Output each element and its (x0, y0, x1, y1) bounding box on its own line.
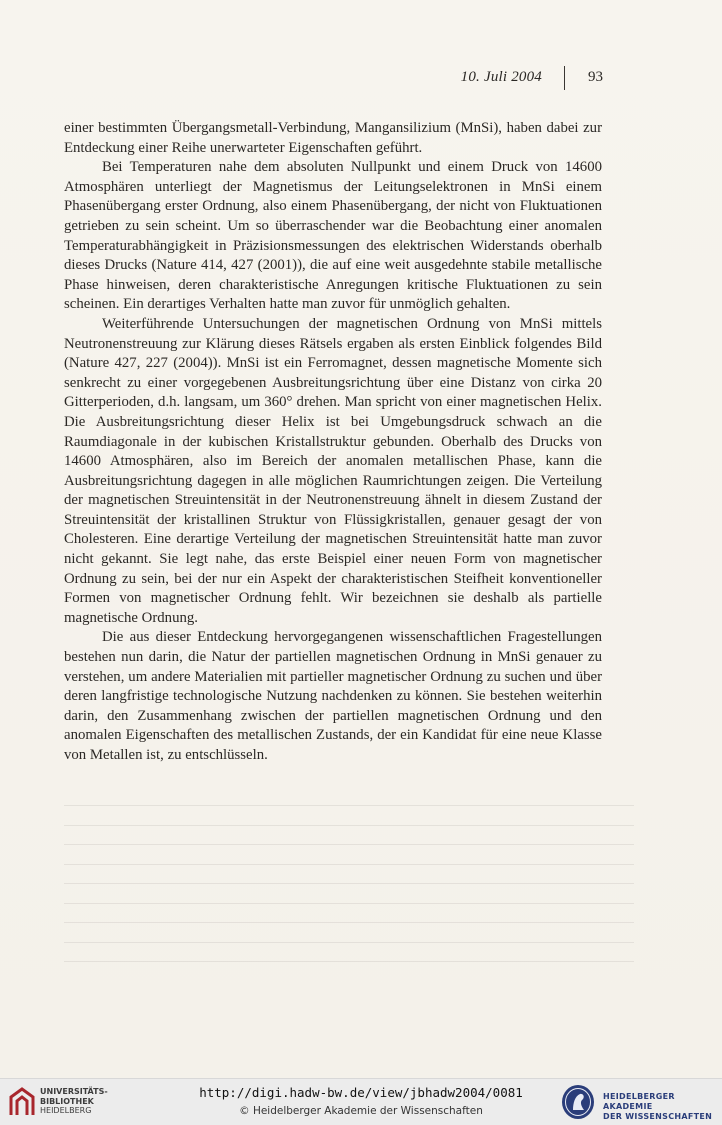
running-header (0, 66, 722, 92)
academy-seal-icon (560, 1083, 596, 1121)
header-date: 10. Juli 2004 (460, 69, 542, 85)
body-text (64, 119, 602, 766)
show-through-texture (64, 805, 634, 990)
academy-name: HEIDELBERGER AKADEMIE DER WISSENSCHAFTEN (603, 1092, 713, 1121)
paragraph-2: Bei Temperaturen nahe dem absoluten Nullpunkt und einem Druck von 14600 Atmosphären unterliegt der Magnetismus der Leitungselektronen in MnSi einem Phasenübergang erster Ordnung, also einem Phasenübergang, der nicht von Fluktuationen getrieben zu sein scheint. Um so überraschender war die Beobachtung einer anomalen Temperaturabhängigkeit in Präzisionsmessungen des elektrischen Widerstands oberhalb dieses Drucks (Nature 414, 427 (2001)), die auf eine weit ausgedehnte stabile metallische Phase hinweisen, deren charakteristische Anregungen kritische Fluktuationen zu sein scheinen. Ein derartiges Verhalten hatte man zuvor für unmöglich gehalten. (64, 159, 602, 313)
paragraph-4: Die aus dieser Entdeckung hervorgegangenen wissenschaftlichen Fragestellungen bestehen nun darin, die Natur der partiellen magnetischen Ordnung in MnSi genauer zu verstehen, um andere Materialien mit partieller magnetischer Ordnung zu suchen und über deren langfristige technologische Nutzung nachdenken zu können. Sie bestehen weiterhin darin, den Zusammenhang zwischen der partiellen magnetischen Ordnung und den anomalen Eigenschaften des metallischen Zustands, der ein Kandidat für eine neue Klasse von Metallen ist, zu entschlüsseln. (64, 629, 602, 763)
page-number: 93 (588, 69, 603, 85)
paragraph-3: Weiterführende Untersuchungen der magnetischen Ordnung von MnSi mittels Neutronenstreuung zur Klärung dieses Rätsels ergaben als ersten Einblick folgendes Bild (Nature 427, 227 (2004)). MnSi ist ein Ferromagnet, dessen magnetische Momente sich senkrecht zu einer vorgegebenen Ausbreitungsrichtung über eine Distanz von cirka 20 Gitterperioden, d.h. langsam, um 360° drehen. Man spricht von einer magnetischen Helix. Die Ausbreitungsrichtung dieser Helix ist bei Umgebungsdruck schwach an die Raumdiagonale in der kubischen Kristallstruktur gebunden. Oberhalb des Drucks von 14600 Atmosphären, also im Bereich der anomalen metallischen Phase, kann die Ausbreitungsrichtung dagegen in alle möglichen Raumrichtungen zeigen. Die Verteilung der magnetischen Streuintensität in der Neutronenstreuung ähnelt in diesem Zustand der Streuintensität der kristallinen Struktur von Flüssigkristallen, genauer gesagt der von Cholesteren. Eine derartige Verteilung der magnetischen Streuintensität hatte man zuvor nicht gekannt. Sie legt nahe, das erste Beispiel einer neuen Form von magnetischer Ordnung zu sein, bei der nur ein Aspekt der charakteristischen Steifheit konventioneller Formen von magnetischer Ordnung fehlt. Wir bezeichnen sie deshalb als partielle magnetische Ordnung. (64, 315, 602, 626)
copyright-notice: © Heidelberger Akademie der Wissenschaften (239, 1105, 483, 1117)
header-divider (564, 66, 565, 90)
library-name: UNIVERSITÄTS- BIBLIOTHEK HEIDELBERG (40, 1087, 108, 1115)
viewer-footer (0, 1078, 722, 1125)
permalink-url[interactable]: http://digi.hadw-bw.de/view/jbhadw2004/0081 (199, 1085, 523, 1100)
paragraph-1: einer bestimmten Übergangsmetall-Verbindung, Mangansilizium (MnSi), haben dabei zur Entdeckung einer Reihe unerwarteter Eigenschaften geführt. (64, 120, 602, 156)
